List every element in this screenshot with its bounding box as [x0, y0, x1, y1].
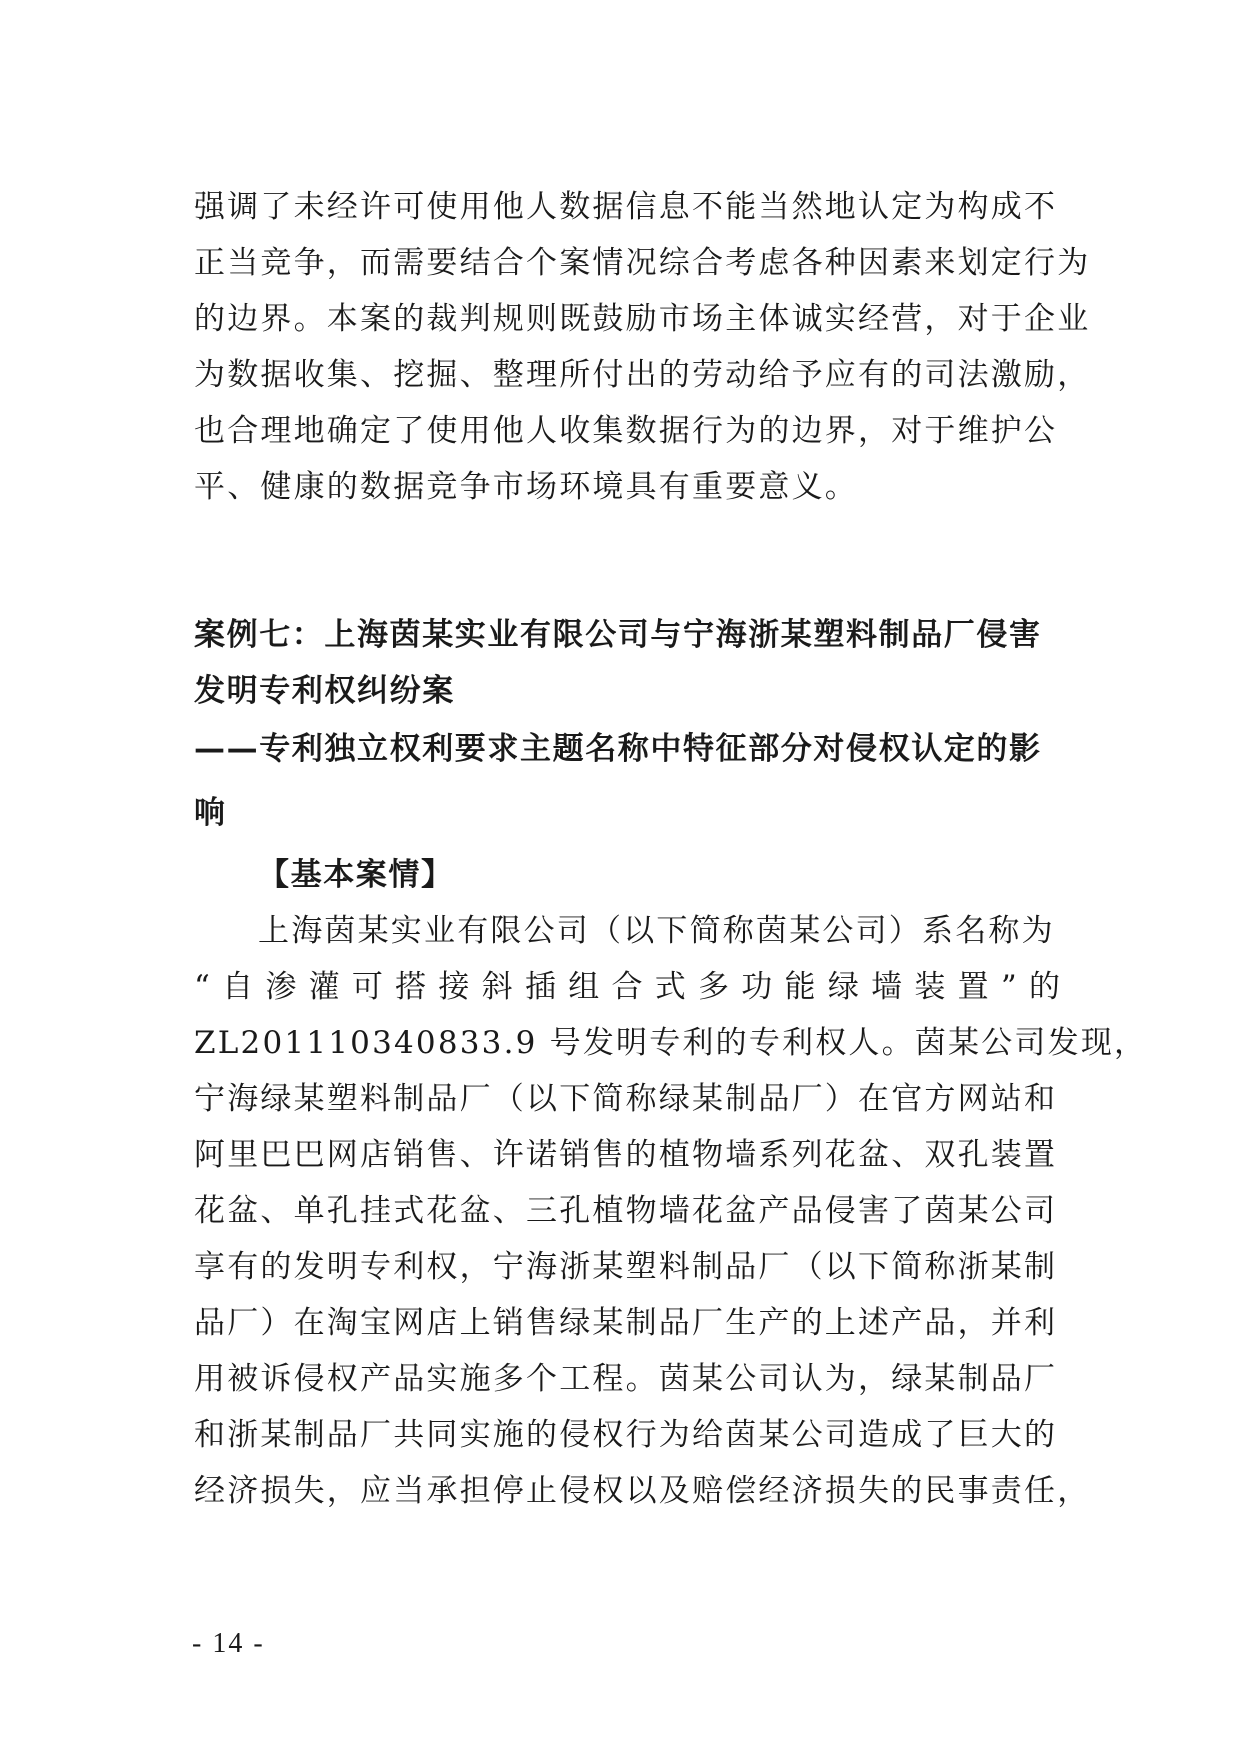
facts-line-3: ZL201110340833.9 号发明专利的专利权人。茵某公司发现， — [194, 1025, 1148, 1061]
case-subtitle-line-1: ——专利独立权利要求主题名称中特征部分对侵权认定的影 — [194, 731, 1042, 767]
facts-line-10: 和浙某制品厂共同实施的侵权行为给茵某公司造成了巨大的 — [194, 1417, 1058, 1453]
facts-line-9: 用被诉侵权产品实施多个工程。茵某公司认为，绿某制品厂 — [194, 1361, 1058, 1397]
facts-line-7: 享有的发明专利权，宁海浙某塑料制品厂（以下简称浙某制 — [194, 1249, 1058, 1285]
facts-line-2: “自渗灌可搭接斜插组合式多功能绿墙装置”的 — [194, 969, 1060, 1005]
facts-line-8: 品厂）在淘宝网店上销售绿某制品厂生产的上述产品，并利 — [194, 1305, 1058, 1341]
facts-line-4: 宁海绿某塑料制品厂（以下简称绿某制品厂）在官方网站和 — [194, 1081, 1058, 1117]
page-number: - 14 - — [192, 1628, 265, 1659]
intro-line-4: 为数据收集、挖掘、整理所付出的劳动给予应有的司法激励， — [194, 357, 1091, 393]
intro-line-2: 正当竞争，而需要结合个案情况综合考虑各种因素来划定行为 — [194, 245, 1091, 281]
case-title-line-1: 案例七：上海茵某实业有限公司与宁海浙某塑料制品厂侵害 — [194, 617, 1042, 653]
facts-line-11: 经济损失，应当承担停止侵权以及赔偿经济损失的民事责任， — [194, 1473, 1091, 1509]
intro-line-5: 也合理地确定了使用他人收集数据行为的边界，对于维护公 — [194, 413, 1058, 449]
intro-line-3: 的边界。本案的裁判规则既鼓励市场主体诚实经营，对于企业 — [194, 301, 1091, 337]
facts-line-5: 阿里巴巴网店销售、许诺销售的植物墙系列花盆、双孔装置 — [194, 1137, 1058, 1173]
intro-line-1: 强调了未经许可使用他人数据信息不能当然地认定为构成不 — [194, 189, 1058, 225]
facts-line-1: 上海茵某实业有限公司（以下简称茵某公司）系名称为 — [258, 913, 1055, 949]
intro-line-6: 平、健康的数据竞争市场环境具有重要意义。 — [194, 469, 858, 505]
section-heading: 【基本案情】 — [258, 857, 454, 893]
case-subtitle-line-2: 响 — [194, 795, 227, 831]
facts-line-6: 花盆、单孔挂式花盆、三孔植物墙花盆产品侵害了茵某公司 — [194, 1193, 1058, 1229]
case-title-line-2: 发明专利权纠纷案 — [194, 673, 455, 709]
